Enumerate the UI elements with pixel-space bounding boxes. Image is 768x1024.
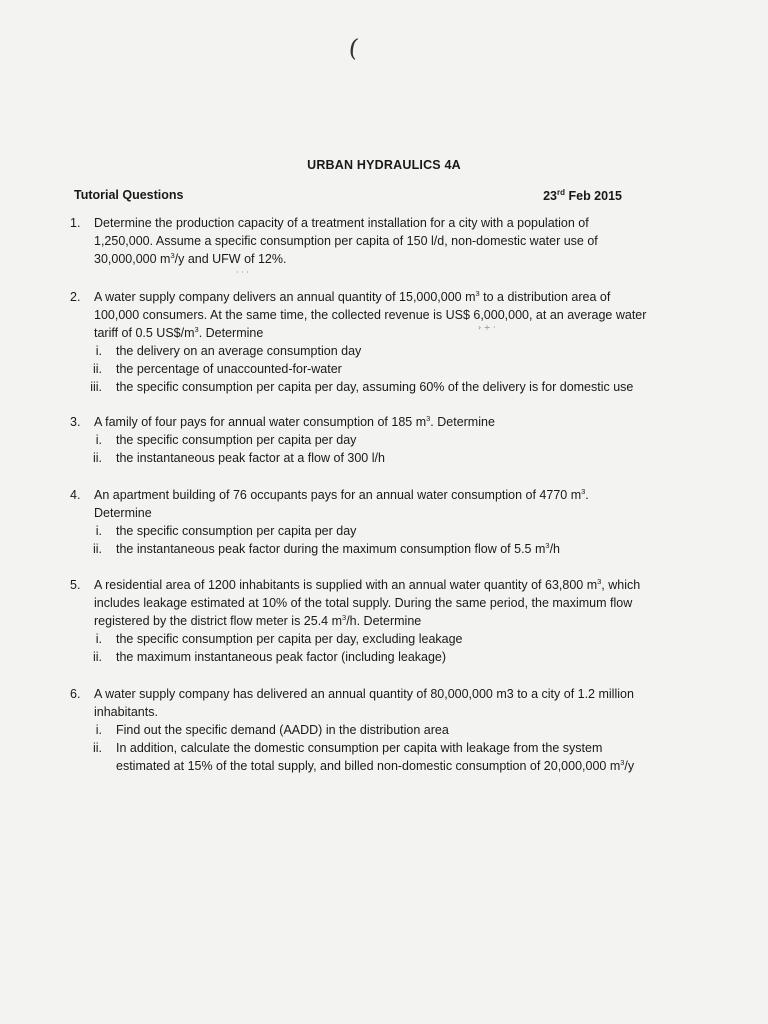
date-rest: Feb 2015 — [565, 189, 622, 204]
sub-question-numeral: i. — [95, 723, 102, 737]
sub-question — [70, 648, 658, 666]
question-line: A family of four pays for annual water consumption of 185 $m^3$. Determine — [94, 413, 495, 429]
question-line: includes leakage estimated at 10% of the total supply. During the same period, the maximum flow — [94, 596, 633, 610]
sub-question — [70, 721, 658, 739]
sub-question — [70, 378, 658, 396]
sub-question-text: the specific consumption per capita per day — [116, 433, 357, 447]
sub-question-numeral: ii. — [92, 741, 102, 755]
question-line: registered by the district flow meter is 25.4 $m^3/h$. Determine — [94, 612, 422, 628]
question-number: 6. — [70, 687, 81, 701]
question-line: 100,000 consumers. At the same time, the collected revenue is US$ 6,000,000, at an average water — [94, 308, 647, 322]
sub-question — [70, 342, 658, 360]
sub-question-text: the delivery on an average consumption day — [116, 344, 362, 358]
question-line: inhabitants. — [94, 705, 158, 719]
sub-question-text: the specific consumption per capita per day, excluding leakage — [116, 632, 463, 646]
sub-question — [70, 522, 658, 540]
sub-question-numeral: i. — [95, 344, 102, 358]
question-text — [94, 214, 658, 268]
sub-question-text: the maximum instantaneous peak factor (including leakage) — [116, 650, 447, 664]
sub-question-text: the specific consumption per capita per day, assuming 60% of the delivery is for domestic use — [116, 380, 634, 394]
sub-question — [70, 739, 658, 775]
sub-question — [70, 630, 658, 648]
question-5 — [70, 576, 658, 666]
sub-question-numeral: i. — [95, 433, 102, 447]
sub-question — [70, 431, 658, 449]
sub-question-text: In addition, calculate the domestic consumption per capita with leakage from the system estimated at 15% of the total supply, and billed non-domestic consumption of 20,000,000 $m^3/y$ — [116, 741, 635, 773]
tutorial-heading: Tutorial Questions — [74, 188, 184, 202]
sub-question-numeral: ii. — [92, 362, 102, 376]
question-3 — [70, 413, 658, 467]
sub-question-text: the instantaneous peak factor at a flow of 300 l/h — [116, 451, 385, 465]
handwritten-scribble: › ÷ · — [478, 323, 496, 332]
sub-question-text: Find out the specific demand (AADD) in the distribution area — [116, 723, 449, 737]
sub-question — [70, 360, 658, 378]
sub-question-numeral: i. — [95, 524, 102, 538]
question-2 — [70, 288, 658, 396]
question-line: Determine the production capacity of a treatment installation for a city with a population of — [94, 216, 589, 230]
date-heading — [543, 188, 622, 203]
question-number: 2. — [70, 290, 81, 304]
question-text — [94, 576, 658, 630]
pen-mark: ( — [347, 33, 361, 63]
question-text — [94, 486, 658, 522]
question-line: 1,250,000. Assume a specific consumption per capita of 150 l/d, non-domestic water use of — [94, 234, 598, 248]
sub-question-numeral: ii. — [92, 650, 102, 664]
question-number: 3. — [70, 415, 81, 429]
question-6 — [70, 685, 658, 775]
sub-question — [70, 540, 658, 558]
sub-question-numeral: iii. — [90, 380, 102, 394]
question-line: An apartment building of 76 occupants pays for an annual water consumption of 4770 $m^3$. — [94, 486, 589, 502]
sub-question-numeral: ii. — [92, 542, 102, 556]
date-day: 23 — [543, 189, 558, 204]
question-line: A water supply company delivers an annual quantity of 15,000,000 $m^3$ to a distribution area of — [94, 288, 611, 304]
handwritten-scribble: · · · — [236, 268, 249, 277]
question-line: A residential area of 1200 inhabitants is supplied with an annual water quantity of 63,800 $m^3$, which — [94, 576, 641, 592]
question-text — [94, 685, 658, 721]
question-line: 30,000,000 $m^3/y$ and UFW of 12%. — [94, 250, 287, 266]
question-number: 4. — [70, 488, 81, 502]
question-number: 5. — [70, 578, 81, 592]
sub-question-text: the instantaneous peak factor during the maximum consumption flow of 5.5 $m^3/h$ — [116, 540, 561, 556]
sub-question-numeral: ii. — [92, 451, 102, 465]
sub-question-text: the specific consumption per capita per day — [116, 524, 357, 538]
sub-question — [70, 449, 658, 467]
sub-question-numeral: i. — [95, 632, 102, 646]
question-line: Determine — [94, 506, 152, 520]
question-1 — [70, 214, 658, 268]
question-line: tariff of 0.5 $US\$/m^3$. Determine — [94, 324, 264, 340]
question-text — [94, 288, 658, 342]
question-4 — [70, 486, 658, 558]
date-suffix: rd — [557, 188, 566, 197]
question-line: A water supply company has delivered an annual quantity of 80,000,000 m3 to a city of 1.2 million — [94, 687, 634, 701]
question-text — [94, 413, 658, 431]
question-number: 1. — [70, 216, 81, 230]
course-title: URBAN HYDRAULICS 4A — [307, 158, 461, 172]
sub-question-text: the percentage of unaccounted-for-water — [116, 362, 342, 376]
